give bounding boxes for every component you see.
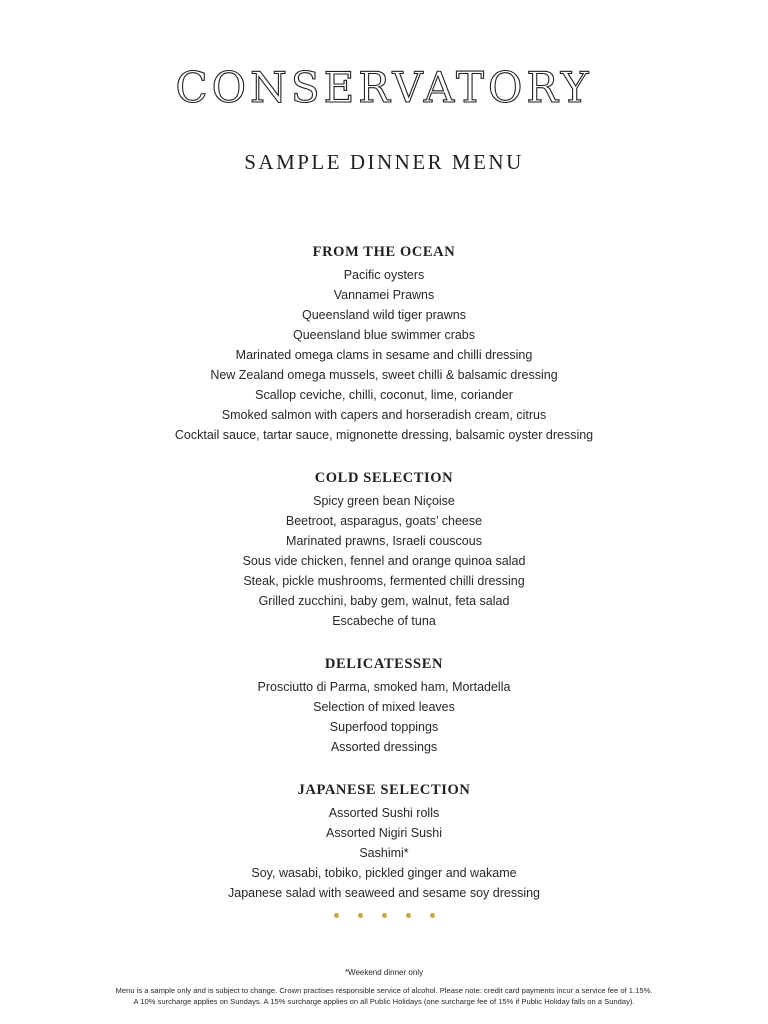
menu-item: Smoked salmon with capers and horseradish cream, citrus bbox=[221, 408, 547, 422]
section-items bbox=[0, 677, 768, 757]
menu-item: Assorted Sushi rolls bbox=[328, 806, 440, 820]
section-items bbox=[0, 265, 768, 445]
menu-item: Soy, wasabi, tobiko, pickled ginger and wakame bbox=[251, 866, 517, 880]
menu-item: Assorted dressings bbox=[330, 740, 438, 754]
menu-item: Prosciutto di Parma, smoked ham, Mortadella bbox=[257, 680, 511, 694]
section-japanese-selection bbox=[0, 778, 768, 903]
section-items bbox=[0, 491, 768, 631]
menu-item: Superfood toppings bbox=[329, 720, 439, 734]
dot-icon bbox=[358, 913, 363, 918]
disclaimer-line: A 10% surcharge applies on Sundays. A 15% surcharge applies on all Public Holidays (one surcharge fee of 15% if Public Holiday falls on a Sunday). bbox=[133, 997, 635, 1006]
weekend-note: *Weekend dinner only bbox=[344, 968, 424, 977]
menu-item: Marinated omega clams in sesame and chilli dressing bbox=[235, 348, 533, 362]
section-title: DELICATESSEN bbox=[324, 656, 444, 672]
menu-item: Escabeche of tuna bbox=[332, 614, 436, 628]
disclaimer bbox=[0, 985, 768, 1007]
menu-item: Japanese salad with seaweed and sesame soy dressing bbox=[228, 886, 540, 900]
section-title: FROM THE OCEAN bbox=[312, 244, 456, 260]
menu-item: Marinated prawns, Israeli couscous bbox=[286, 534, 482, 548]
menu-item: Grilled zucchini, baby gem, walnut, feta salad bbox=[258, 594, 510, 608]
menu-item: Pacific oysters bbox=[343, 268, 425, 282]
menu-item: Sous vide chicken, fennel and orange quinoa salad bbox=[242, 554, 526, 568]
menu-item: Spicy green bean Niçoise bbox=[313, 494, 455, 508]
section-cold-selection bbox=[0, 466, 768, 631]
menu-item: Steak, pickle mushrooms, fermented chilli dressing bbox=[243, 574, 525, 588]
section-from-the-ocean bbox=[0, 240, 768, 445]
menu-item: Assorted Nigiri Sushi bbox=[325, 826, 442, 840]
section-title: COLD SELECTION bbox=[314, 470, 454, 486]
brand-title: CONSERVATORY bbox=[175, 63, 593, 112]
menu-item: Cocktail sauce, tartar sauce, mignonette dressing, balsamic oyster dressing bbox=[174, 428, 594, 442]
menu-item: Selection of mixed leaves bbox=[313, 700, 455, 714]
menu-item: Scallop ceviche, chilli, coconut, lime, coriander bbox=[255, 388, 513, 402]
section-items bbox=[0, 803, 768, 903]
disclaimer-line: Menu is a sample only and is subject to change. Crown practises responsible service of alcohol. Please note: credit card payments incur a service fee of 1.15%. bbox=[115, 986, 653, 995]
menu-sections bbox=[0, 240, 768, 924]
menu-subtitle: SAMPLE DINNER MENU bbox=[244, 150, 524, 174]
dot-icon bbox=[430, 913, 435, 918]
menu-item: Beetroot, asparagus, goats’ cheese bbox=[285, 514, 483, 528]
menu-item: Sashimi* bbox=[359, 846, 409, 860]
menu-item: Queensland blue swimmer crabs bbox=[292, 328, 476, 342]
menu-item: Vannamei Prawns bbox=[333, 288, 435, 302]
section-title: JAPANESE SELECTION bbox=[297, 782, 471, 798]
dot-icon bbox=[382, 913, 387, 918]
dot-icon bbox=[334, 913, 339, 918]
dot-icon bbox=[406, 913, 411, 918]
menu-item: New Zealand omega mussels, sweet chilli & balsamic dressing bbox=[210, 368, 558, 382]
dot-divider-icon bbox=[0, 913, 768, 918]
menu-item: Queensland wild tiger prawns bbox=[302, 308, 466, 322]
section-delicatessen bbox=[0, 652, 768, 757]
